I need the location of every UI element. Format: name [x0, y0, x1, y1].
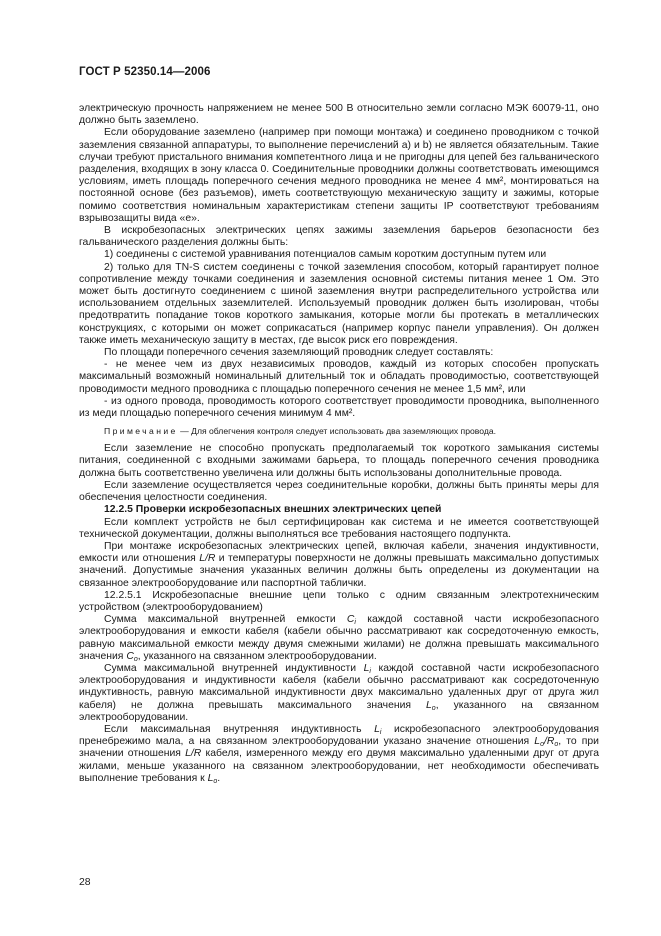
paragraph: В искробезопасных электрических цепях зажимы заземления барьеров безопасности без гальванического разделения должны быть: [79, 225, 599, 249]
paragraph: При монтаже искробезопасных электрических цепей, включая кабели, значения индуктивности, емкости или отношения L/R и температуры поверхности не должны превышать максимально допустимых значений. Допустимые значения указанных величин должны быть определены из документации на связанное электрооборудование или паспортной таблички. [79, 540, 599, 589]
symbol-Li: $L_i$ [374, 723, 382, 736]
page-number: 28 [79, 877, 91, 888]
paragraph: По площади поперечного сечения заземляющий проводник следует составлять: [104, 347, 494, 359]
symbol-Ci: $C_i$ [346, 614, 356, 627]
page-header: ГОСТ Р 52350.14—2006 [79, 66, 211, 78]
section-heading: 12.2.5 Проверки искробезопасных внешних электрических цепей [104, 504, 442, 516]
paragraph: Если оборудование заземлено (например при помощи монтажа) и соединено проводником с точкой заземления связанной аппаратуры, то выполнение перечислений а) и b) не является обязательным. Такие случаи требуют пристального внимания компетентного лица и не пригодны для цепей без гальванического разделения, входящих в зону класса 0. Соединительные проводники должны соответствовать имеющимся условиям, иметь площадь поперечного сечения медного проводника не менее 4 мм², монтироваться на постоянной основе (без разъемов), иметь соответствующую механическую защиту и зажимы, которые помимо соответствия номинальным характеристикам степени защиты IP соответствуют требованиям взрывозащиты вида «е». [79, 127, 599, 224]
symbol-Lo: $L_o$ [207, 772, 218, 785]
list-item: 2) только для TN-S систем соединены с точкой заземления способом, который гарантирует полное сопротивление между точками соединения и заземления основной системы питания менее 1 Ом. Это может быть достигнуто соединением с шиной заземления внутри распределительного устройства или использованием отдельных заземлителей. Используемый проводник должен быть изолирован, чтобы предотвратить попадание токов короткого замыкания, которые могли бы протекать в металлических конструкциях, с которыми он может соприкасаться (например корпус панели управления). Он должен также иметь механическую защиту в местах, где высок риск его повреждения. [79, 261, 599, 346]
paragraph: Если комплект устройств не был сертифицирован как система и не имеется соответствующей технической документации, должны выполняться все требования настоящего подпункта. [79, 516, 599, 540]
document-body [79, 103, 599, 785]
list-item: 1) соединены с системой уравнивания потенциалов самым коротким доступным путем или [104, 249, 547, 261]
note [79, 426, 599, 437]
symbol-LR: L/R [199, 553, 216, 565]
note-text: — Для облегчения контроля следует использовать два заземляющих провода. [177, 426, 497, 437]
paragraph: Если заземление не способно пропускать предполагаемый ток короткого замыкания системы питания, соединенной с входными зажимами барьера, то площадь поперечного сечения проводника должна быть соответственно увеличена или должны быть использованы дополнительные провода. [79, 443, 599, 479]
symbol-LR: L/R [185, 748, 202, 760]
list-item: - не менее чем из двух независимых проводов, каждый из которых способен пропускать максимальный возможный номинальный длительный ток и обладать проводимостью, соответствующей проводимости медного проводника с площадью поперечного сечения не менее 1,5 мм², или [79, 359, 599, 395]
subsection-heading: 12.2.5.1 Искробезопасные внешние цепи только с одним связанным электротехническим устройством (электрооборудованием) [79, 589, 599, 613]
paragraph: Сумма максимальной внутренней емкости $C_i$ каждой составной части искробезопасного электрооборудования и емкости кабеля (кабели обычно рассматривают как сосредоточенную емкость, равную максимальной емкости между двумя смежными жилами) не должна превышать максимального значения $C_o$, указанного на связанном электрооборудовании. [79, 614, 599, 663]
paragraph: Если заземление осуществляется через соединительные коробки, должны быть приняты меры для обеспечения целостности соединения. [79, 479, 599, 504]
paragraph: электрическую прочность напряжением не менее 500 В относительно земли согласно МЭК 60079-11, оно должно быть заземлено. [79, 103, 599, 127]
symbol-Lo: $L_o$ [426, 699, 436, 712]
note-label: Примечание [104, 426, 178, 437]
symbol-Lo-Ro: $L_o/R_o$ [534, 736, 559, 749]
paragraph: Если максимальная внутренняя индуктивность $L_i$ искробезопасного электрооборудования пренебрежимо мала, а на связанном электрооборудовании указано значение отношения $L_o/R_o$, то при значении отношения L/R кабеля, измеренного между его двумя максимально удаленными друг от друга жилами, меньше указанного на связанном электрооборудовании, нет необходимости обеспечивать выполнение требования к $L_o$. [79, 723, 599, 785]
list-item: - из одного провода, проводимость которого соответствует проводимости проводника, выполненного из меди площадью поперечного сечения минимум 4 мм². [79, 395, 599, 420]
symbol-Co: $C_o$ [126, 650, 138, 663]
paragraph: Сумма максимальной внутренней индуктивности $L_i$ каждой составной части искробезопасного электрооборудования и индуктивности кабеля (кабели обычно рассматривают как сосредоточенную индуктивность, равную максимальной индуктивности двух максимально удаленных друг от друга жил кабеля) не должна превышать максимального значения $L_o$, указанного на связанном электрооборудовании. [79, 662, 599, 723]
symbol-Li: $L_i$ [363, 662, 371, 675]
